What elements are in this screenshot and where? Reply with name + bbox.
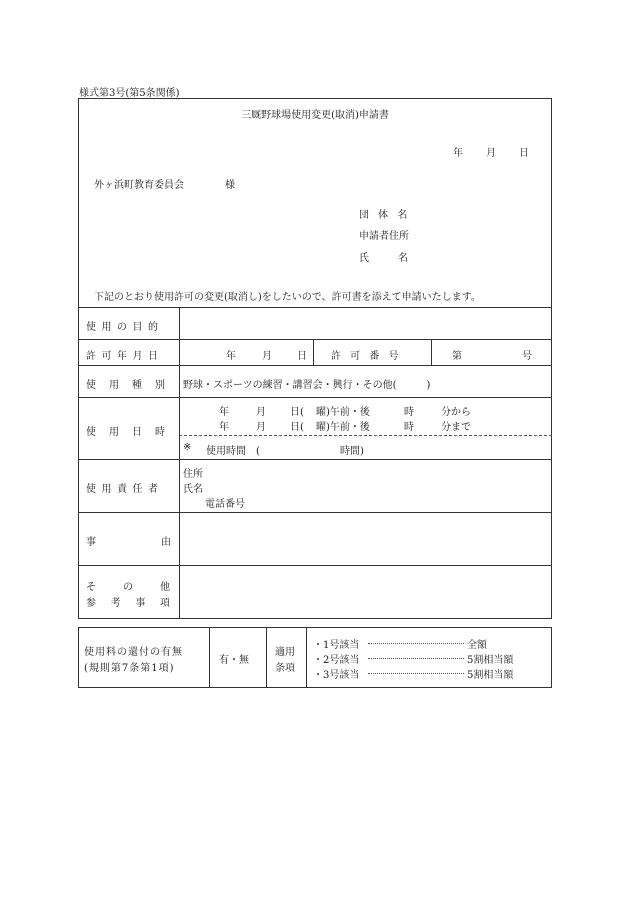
leader-dots	[368, 673, 464, 674]
date-year-label: 年	[453, 148, 463, 159]
table-top-line	[78, 307, 552, 308]
purpose-label: 使用の目的	[86, 322, 164, 333]
to-hour: 時	[404, 422, 414, 433]
responsible-phone-label: 電話番号	[205, 499, 245, 510]
row-divider	[78, 365, 552, 366]
form-title: 三厩野球場使用変更(取消)申請書	[241, 110, 389, 121]
date-day-label: 日	[519, 148, 529, 159]
clause-amount-2: 5割相当額	[467, 655, 514, 666]
applicable-clause-label-line1: 適用	[275, 647, 295, 658]
remarks-char: そ	[86, 582, 96, 593]
addressee-honorific: 様	[225, 180, 235, 191]
label-column-line	[179, 307, 180, 619]
permit-number-divider	[313, 339, 314, 365]
to-weekday-ampm: 曜)午前・後	[316, 422, 370, 433]
to-minute: 分まで	[441, 422, 471, 433]
from-minute: 分から	[441, 407, 471, 418]
row-divider	[78, 565, 552, 566]
row-divider	[78, 339, 552, 340]
refund-label-line2: (規則第7条第1項)	[84, 663, 175, 674]
permit-number-divider	[431, 339, 432, 365]
responsible-name-label: 氏名	[183, 484, 203, 495]
from-hour: 時	[404, 407, 414, 418]
responsible-person-label: 使用責任者	[86, 484, 164, 495]
to-day: 日(	[290, 422, 304, 433]
from-weekday-ampm: 曜)午前・後	[316, 407, 370, 418]
refund-divider	[209, 627, 210, 688]
permit-day-label: 日	[297, 351, 307, 362]
from-year: 年	[219, 407, 229, 418]
remarks-char: の	[123, 582, 133, 593]
permit-number-suffix: 号	[522, 351, 532, 362]
permit-month-label: 月	[262, 351, 272, 362]
permit-number-prefix: 第	[452, 351, 462, 362]
refund-divider	[306, 627, 307, 688]
remarks-char: 他	[160, 582, 170, 593]
row-divider	[78, 512, 552, 513]
row-divider	[78, 397, 552, 398]
reason-label-right: 由	[161, 537, 171, 548]
applicable-clause-label-line2: 条項	[275, 663, 295, 674]
applicant-name-label: 氏 名	[359, 253, 411, 264]
applicant-address-label: 申請者住所	[359, 231, 409, 242]
from-month: 月	[256, 407, 266, 418]
clause-amount-3: 5割相当額	[467, 670, 514, 681]
refund-label-line1: 使用料の還付の有無	[84, 647, 183, 658]
duration-label: 使用時間 (	[206, 446, 260, 457]
usage-type-label: 使用種別	[86, 380, 178, 391]
responsible-address-label: 住所	[183, 469, 203, 480]
clause-amount-1: 全額	[467, 640, 487, 651]
permit-date-label: 許可年月日	[86, 351, 164, 362]
remarks-label-line2	[86, 594, 170, 609]
leader-dots	[368, 658, 464, 659]
from-day: 日(	[290, 407, 304, 418]
duration-note-mark: ※	[183, 442, 192, 453]
usage-datetime-label: 使用日時	[86, 427, 178, 438]
date-month-label: 月	[486, 148, 496, 159]
usage-type-options[interactable]: 野球・スポーツの練習・講習会・興行・その他( )	[183, 380, 431, 391]
form-number: 様式第3号(第5条関係)	[79, 88, 180, 99]
to-year: 年	[219, 422, 229, 433]
datetime-dashed-divider	[179, 435, 552, 436]
group-name-label: 団 体 名	[359, 210, 411, 221]
reason-label-left: 事	[86, 537, 96, 548]
row-divider	[78, 459, 552, 460]
permit-year-label: 年	[226, 351, 236, 362]
to-month: 月	[256, 422, 266, 433]
leader-dots	[368, 643, 464, 644]
addressee-name: 外ヶ浜町教育委員会	[94, 180, 184, 191]
refund-divider	[266, 627, 267, 688]
permit-number-label: 許 可 番 号	[331, 351, 402, 362]
clause-item-3[interactable]: ・3号該当	[313, 670, 360, 681]
duration-suffix: 時間)	[340, 446, 364, 457]
remarks-label-line1	[86, 578, 170, 593]
refund-choice[interactable]: 有・無	[219, 655, 249, 666]
remarks-char: 参	[86, 598, 96, 609]
application-statement: 下記のとおり使用許可の変更(取消し)をしたいので、許可書を添えて申請いたします。	[94, 292, 481, 303]
clause-item-1[interactable]: ・1号該当	[313, 640, 360, 651]
remarks-char: 考	[110, 598, 121, 609]
remarks-char: 項	[159, 598, 170, 609]
remarks-char: 事	[135, 598, 146, 609]
clause-item-2[interactable]: ・2号該当	[313, 655, 360, 666]
